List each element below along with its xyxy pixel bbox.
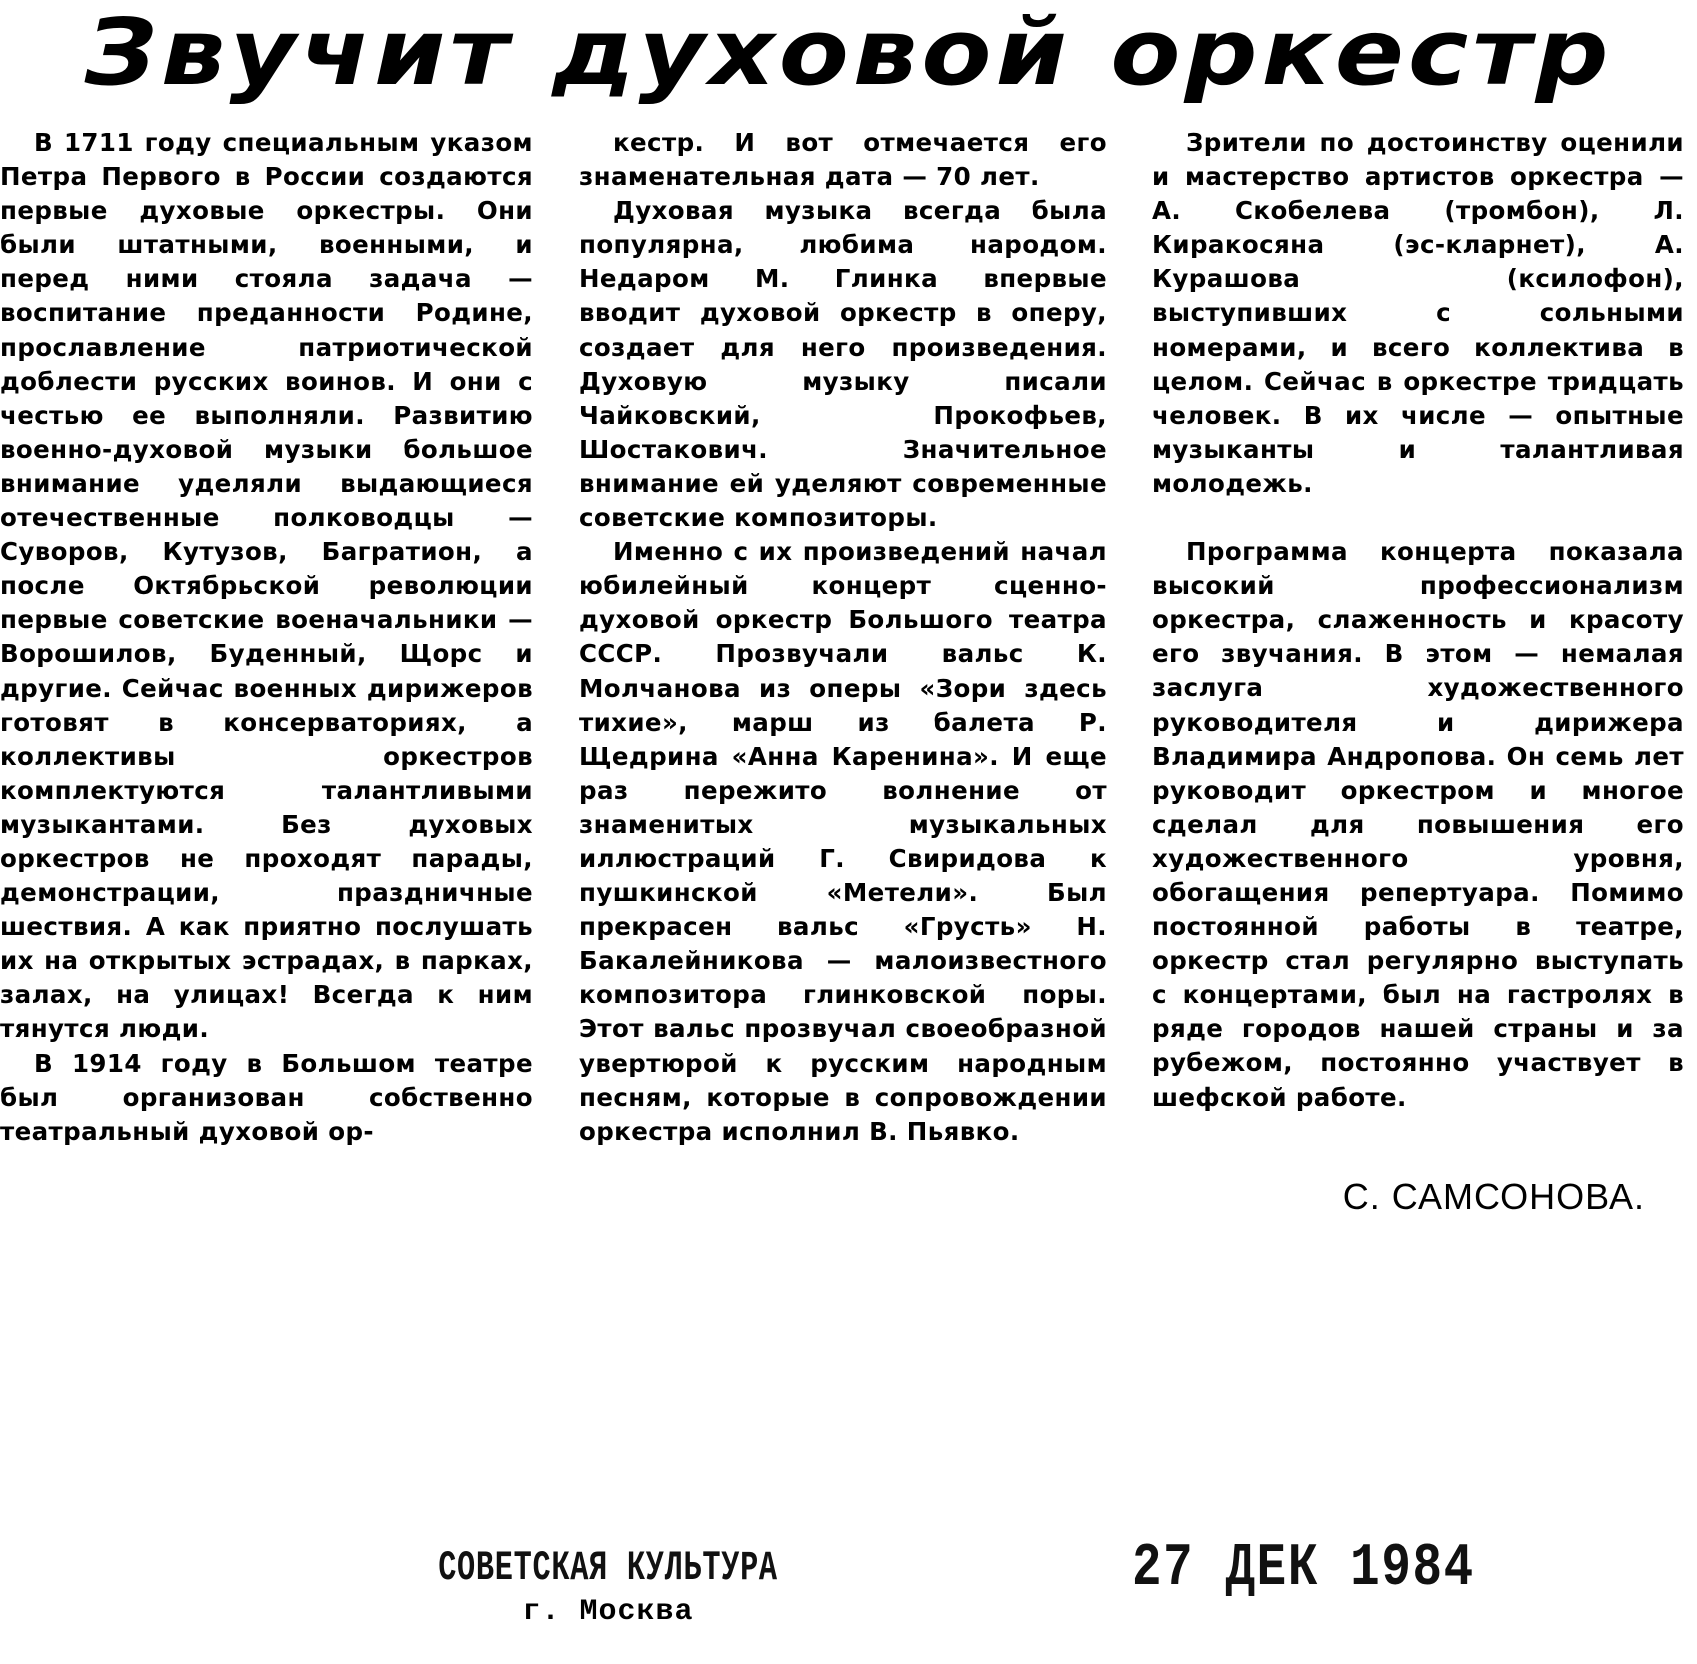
article-column-3 [1152,126,1684,1115]
paragraph: В 1914 году в Большом театре был организован собственно театральный духовой ор- [0,1048,533,1146]
paragraph: В 1711 году специальным указом Петра Первого в России создаются первые духовые оркестры. Они были штатными, военными, и перед ними стояла задача — воспитание преданности Родине, прославление патриотической доблести русских воинов. И они с честью ее выполняли. Развитию военно-духовой музыки большое внимание уделяли выдающиеся отечественные полководцы — Суворов, Кутузов, Багратион, а после Октябрьской революции первые советские военачальники — Ворошилов, Буденный, Щорс и другие. Сейчас военных дирижеров готовят в консерваториях, а коллективы оркестров комплектуются талантливыми музыкантами. Без духовых оркестров не проходят парады, демонстрации, праздничные шествия. А как приятно послушать их на открытых эстрадах, в парках, залах, на улицах! Всегда к ним тянутся люди. [0,128,533,1044]
paragraph: Именно с их произведений начал юбилейный концерт сценно-духовой оркестр Большого театра СССР. Прозвучали вальс К. Молчанова из оперы «Зори здесь тихие», марш из балета Р. Щедрина «Анна Каренина». И еще раз пережито волнение от знаменитых музыкальных иллюстраций Г. Свиридова к пушкинской «Метели». Был прекрасен вальс «Грусть» Н. Бакалейникова — малоизвестного композитора глинковской поры. Этот вальс прозвучал своеобразной увертюрой к русским народным песням, которые в сопровождении оркестра исполнил В. Пьявко. [579,537,1107,1146]
source-stamp [368,1544,848,1630]
article-column-2 [579,126,1107,1149]
author-signature: С. САМСОНОВА. [1342,1176,1645,1217]
article-headline: Звучит духовой оркестр [84,0,1613,107]
paragraph: Программа концерта показала высокий профессионализм оркестра, слаженность и красоту его звучания. В этом — немалая заслуга художественного руководителя и дирижера Владимира Андропова. Он семь лет руководит оркестром и многое сделал для повышения его художественного уровня, обогащения репертуара. Помимо постоянной работы в театре, оркестр стал регулярно выступать с концертами, был на гастролях в ряде городов нашей страны и за рубежом, постоянно участвует в шефской работе. [1152,537,1684,1112]
paragraph: Зрители по достоинству оценили и мастерство артистов оркестра — А. Скобелева (тромбон), Л. Киракосяна (эс-кларнет), А. Курашова (ксилофон), выступивших с сольными номерами, и всего коллектива в целом. Сейчас в оркестре тридцать человек. В их числе — опытные музыканты и талантливая молодежь. [1152,128,1684,498]
article-column-1 [0,126,533,1149]
newspaper-name: СОВЕТСКАЯ КУЛЬТУРА [438,1544,778,1592]
newspaper-city: г. Москва [522,1595,694,1629]
paragraph: Духовая музыка всегда была популярна, любима народом. Недаром М. Глинка впервые вводит духовой оркестр в оперу, создает для него произведения. Духовую музыку писали Чайковский, Прокофьев, Шостакович. Значительное внимание ей уделяют современные советские композиторы. [579,196,1107,533]
paragraph: кестр. И вот отмечается его знаменательная дата — 70 лет. [579,128,1107,192]
date-stamp: 27 ДЕК 1984 [1132,1535,1475,1603]
